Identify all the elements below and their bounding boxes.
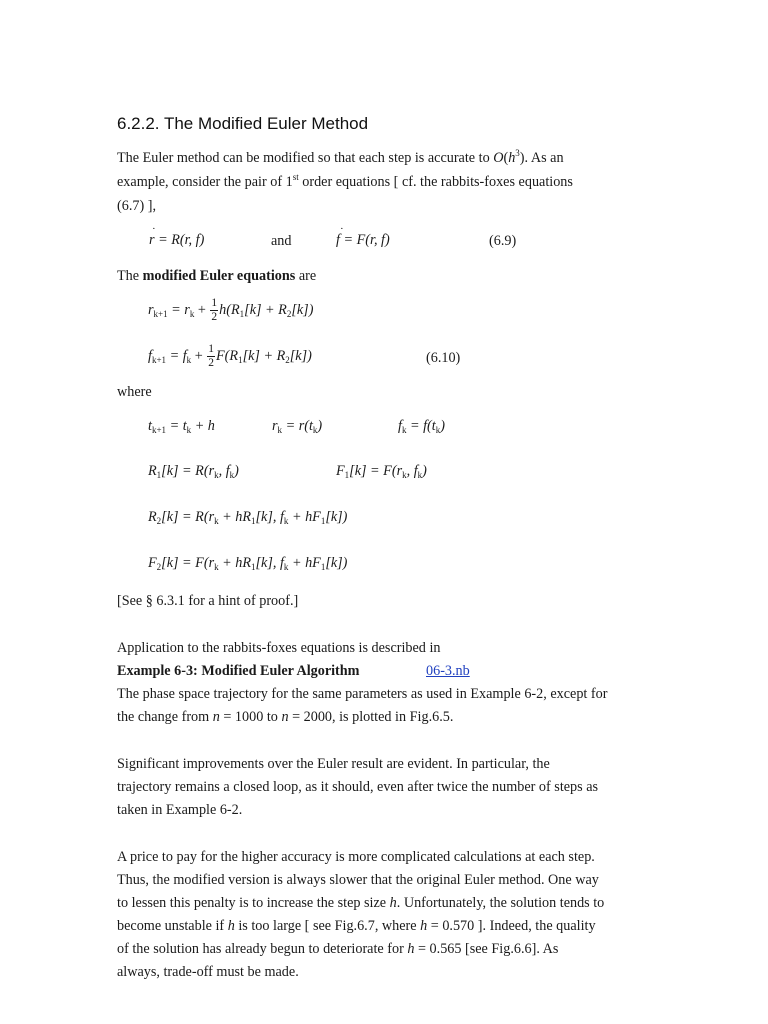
R2-f: [k]): [325, 509, 348, 525]
r-mid: = r: [171, 301, 190, 318]
price-line-5: [117, 938, 662, 961]
price-line-1: A price to pay for the higher accuracy is more complicated calculations at each step.: [117, 849, 595, 865]
improvements-paragraph: [117, 753, 662, 822]
intro-line-1: The Euler method can be modified so that each step is accurate to $O(h^3)$. As an: [117, 148, 564, 166]
F1-b: [k] = F(r: [349, 463, 403, 479]
app-text-a: the change from: [117, 709, 213, 725]
h-var: h: [227, 918, 235, 934]
F2-d: [k], f: [255, 555, 284, 571]
R1-d: ): [234, 463, 239, 479]
r-lhs: r: [148, 301, 154, 318]
example-label: Example 6-3: Modified Euler Algorithm: [117, 663, 360, 679]
R1-sub: 1: [156, 470, 162, 480]
intro-line-2: [117, 171, 662, 195]
f-rhs-sub1: 1: [238, 354, 243, 365]
dot-accent: ·: [340, 223, 344, 235]
r-lhs-sub: k+1: [153, 308, 168, 319]
f-var: f: [336, 232, 340, 248]
F1-a: F: [336, 463, 345, 479]
t-a: t: [148, 418, 152, 434]
r-rhs: h(R: [219, 301, 240, 318]
h-var: h: [407, 941, 415, 957]
f-mid: = f: [169, 347, 187, 364]
f-c: ): [440, 418, 445, 434]
order-h: h: [508, 150, 516, 166]
improvements-line-1: Significant improvements over the Euler result are evident. In particular, the: [117, 756, 550, 772]
intro-line-3: (6.7) ],: [117, 198, 157, 214]
order-symbol: O: [493, 150, 504, 166]
equation-and: and: [271, 233, 292, 249]
R2-sub4: k: [283, 516, 289, 526]
F2-b: [k] = F(r: [161, 555, 215, 571]
F2-sub4: k: [283, 562, 289, 572]
equation-f-dot: [336, 223, 390, 249]
improvements-line-3: taken in Example 6-2.: [117, 802, 243, 818]
f-rhs: F(R: [216, 347, 239, 364]
F2-f: [k]): [325, 555, 348, 571]
price-line-2: Thus, the modified version is always slower that the original Euler method. One way: [117, 872, 599, 888]
price-text-f: of the solution has already begun to deteriorate for: [117, 941, 408, 957]
R1-sub2: k: [214, 470, 219, 480]
app-text-c: = 2000, is plotted in Fig.6.5.: [288, 709, 454, 725]
F1-sub2: k: [402, 470, 407, 480]
r-rhs-sub2: 2: [286, 308, 292, 319]
frac-den: 2: [211, 311, 218, 323]
dot-accent: ·: [152, 223, 156, 235]
frac-num: 1: [211, 297, 218, 309]
F2-sub3: 1: [251, 562, 256, 572]
modified-bold: modified Euler equations: [142, 268, 296, 284]
f-rhs-b: [k] + R: [242, 347, 286, 364]
R2-sub5: 1: [320, 516, 326, 526]
r-b: = r(t: [285, 418, 313, 434]
equation-f-update: [148, 343, 312, 370]
F2-sub2: k: [214, 562, 219, 572]
def-r: [272, 418, 322, 435]
f-b: = f(t: [410, 418, 436, 434]
R1-c: , f: [218, 463, 230, 479]
price-text-b: . Unfortunately, the solution tends to: [396, 895, 605, 911]
R2-sub: 2: [156, 516, 162, 526]
def-R2: [148, 509, 347, 526]
equation-r-update: [148, 297, 313, 324]
f-rhs-sub2: 2: [285, 354, 290, 365]
R2-b: [k] = R(r: [161, 509, 215, 525]
frac-den: 2: [208, 357, 214, 369]
R1-sub3: k: [229, 470, 235, 480]
one-half-fraction: [207, 343, 215, 370]
price-text-a: to lessen this penalty is to increase the step size: [117, 895, 390, 911]
price-text-c: become unstable if: [117, 918, 228, 934]
def-t: [148, 418, 215, 435]
def-F1: [336, 463, 427, 480]
R2-a: R: [148, 509, 157, 525]
equation-number-6-9: (6.9): [489, 233, 517, 249]
application-line-1: Application to the rabbits-foxes equations is described in: [117, 640, 441, 656]
section-heading: 6.2.2. The Modified Euler Method: [117, 114, 369, 133]
price-text-g: = 0.565 [see Fig.6.6]. As: [414, 941, 559, 957]
F2-a: F: [148, 555, 157, 571]
application-line-3: The phase space trajectory for the same parameters as used in Example 6-2, except for: [117, 686, 608, 702]
def-f: [398, 418, 445, 435]
one-half-fraction: [210, 297, 218, 324]
r-rhs-b: [k] + R: [244, 301, 287, 318]
def-R1: [148, 463, 239, 480]
r-sub2: k: [312, 425, 318, 435]
r-rhs-sub1: 1: [239, 308, 245, 319]
improvements-line-2: trajectory remains a closed loop, as it should, even after twice the number of steps as: [117, 779, 599, 795]
F1-sub3: k: [417, 470, 423, 480]
frac-num: 1: [208, 343, 214, 355]
application-line-4: [117, 706, 662, 729]
application-paragraph: [117, 637, 662, 729]
R1-b: [k] = R(r: [161, 463, 215, 479]
intro-text-b: ). As an: [519, 150, 564, 166]
app-text-b: = 1000 to: [219, 709, 282, 725]
t-sub: k+1: [151, 425, 167, 435]
R1-a: R: [148, 463, 157, 479]
r-a: r: [272, 418, 278, 434]
r-dot-rhs: = R(r, f): [158, 232, 205, 248]
F1-sub: 1: [344, 470, 350, 480]
plus: +: [191, 347, 207, 364]
notebook-link[interactable]: 06-3.nb: [426, 663, 470, 679]
f-mid-sub: k: [186, 354, 192, 365]
R2-sub2: k: [214, 516, 219, 526]
ordinal-sup: st: [292, 172, 299, 182]
n-var: n: [212, 709, 220, 725]
F2-c: + hR: [218, 555, 252, 571]
modified-post: are: [295, 268, 317, 284]
f-sub: k: [401, 425, 407, 435]
r-c: ): [317, 418, 323, 434]
order-exponent: 3: [515, 148, 520, 158]
intro-paragraph: [117, 147, 662, 218]
def-F2: [148, 555, 347, 572]
plus: +: [194, 301, 210, 318]
r-mid-sub: k: [189, 308, 195, 319]
t-b: = t: [169, 418, 187, 434]
F2-sub5: 1: [320, 562, 326, 572]
price-text-e: = 0.570 ]. Indeed, the quality: [427, 918, 596, 934]
f-sub2: k: [435, 425, 441, 435]
equation-r-dot: [149, 223, 205, 249]
r-rhs-c: [k]): [291, 301, 314, 318]
f-a: f: [398, 418, 402, 434]
price-text-d: is too large [ see Fig.6.7, where: [234, 918, 421, 934]
f-rhs-c: [k]): [289, 347, 312, 364]
h-var: h: [389, 895, 397, 911]
intro-text-a: The Euler method can be modified so that each step is accurate to: [117, 150, 494, 166]
h-var: h: [420, 918, 428, 934]
F1-c: , f: [406, 463, 418, 479]
f-lhs-sub: k+1: [151, 354, 167, 365]
F2-e: + hF: [288, 555, 321, 571]
R2-e: + hF: [288, 509, 321, 525]
modified-intro: [117, 265, 662, 288]
F1-d: ): [422, 463, 427, 479]
modified-pre: The: [117, 268, 143, 284]
price-line-4: [117, 915, 662, 938]
equation-number-6-10: (6.10): [426, 350, 461, 366]
f-dot-rhs: = F(r, f): [343, 232, 390, 248]
f-lhs: f: [148, 347, 152, 364]
price-line-6: always, trade-off must be made.: [117, 964, 299, 980]
F2-sub: 2: [156, 562, 162, 572]
R2-c: + hR: [218, 509, 252, 525]
r-sub: k: [277, 425, 283, 435]
intro-text-d: order equations [ cf. the rabbits-foxes equations: [298, 174, 573, 190]
intro-text-c: example, consider the pair of 1: [117, 174, 293, 190]
example-line: [117, 660, 662, 683]
where-label: where: [117, 384, 152, 400]
t-sub2: k: [186, 425, 192, 435]
n-var: n: [281, 709, 289, 725]
R2-d: [k], f: [255, 509, 284, 525]
r-var: r: [149, 232, 155, 248]
price-paragraph: [117, 846, 662, 984]
see-proof-note: [See § 6.3.1 for a hint of proof.]: [117, 593, 299, 609]
t-c: + h: [191, 418, 215, 434]
R2-sub3: 1: [251, 516, 256, 526]
price-line-3: [117, 892, 662, 915]
